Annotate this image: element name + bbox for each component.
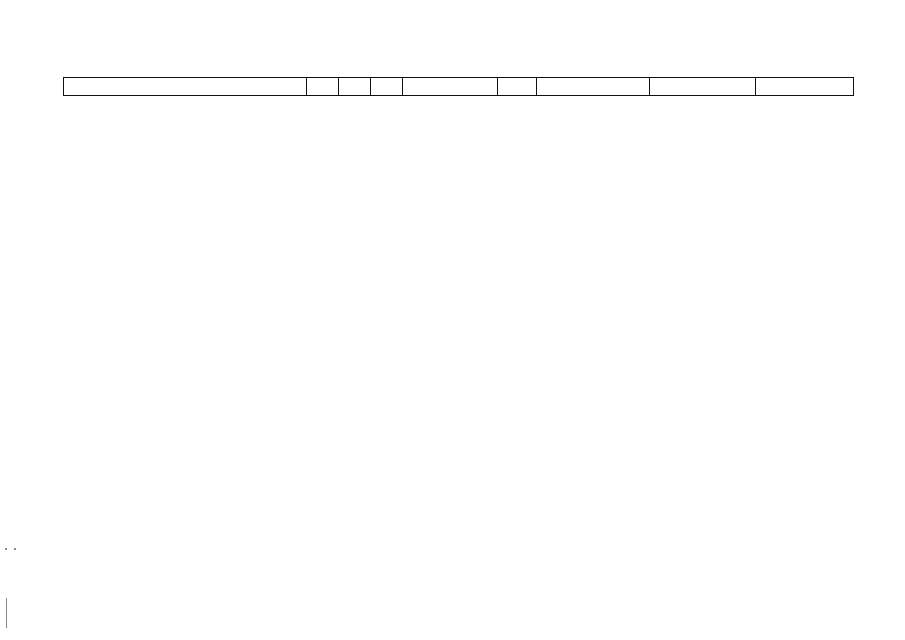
column-header-3 — [339, 78, 371, 96]
column-header-2 — [307, 78, 339, 96]
column-header-7 — [537, 78, 650, 96]
scan-speck — [14, 548, 16, 550]
column-header-6 — [498, 78, 537, 96]
column-header-table — [63, 77, 854, 96]
column-header-8 — [650, 78, 756, 96]
column-header-5 — [403, 78, 498, 96]
column-header-9 — [756, 78, 854, 96]
column-header-row — [64, 78, 854, 96]
column-header-4 — [371, 78, 403, 96]
scan-speck — [6, 598, 7, 628]
scan-speck — [5, 548, 7, 550]
column-header-1 — [64, 78, 307, 96]
